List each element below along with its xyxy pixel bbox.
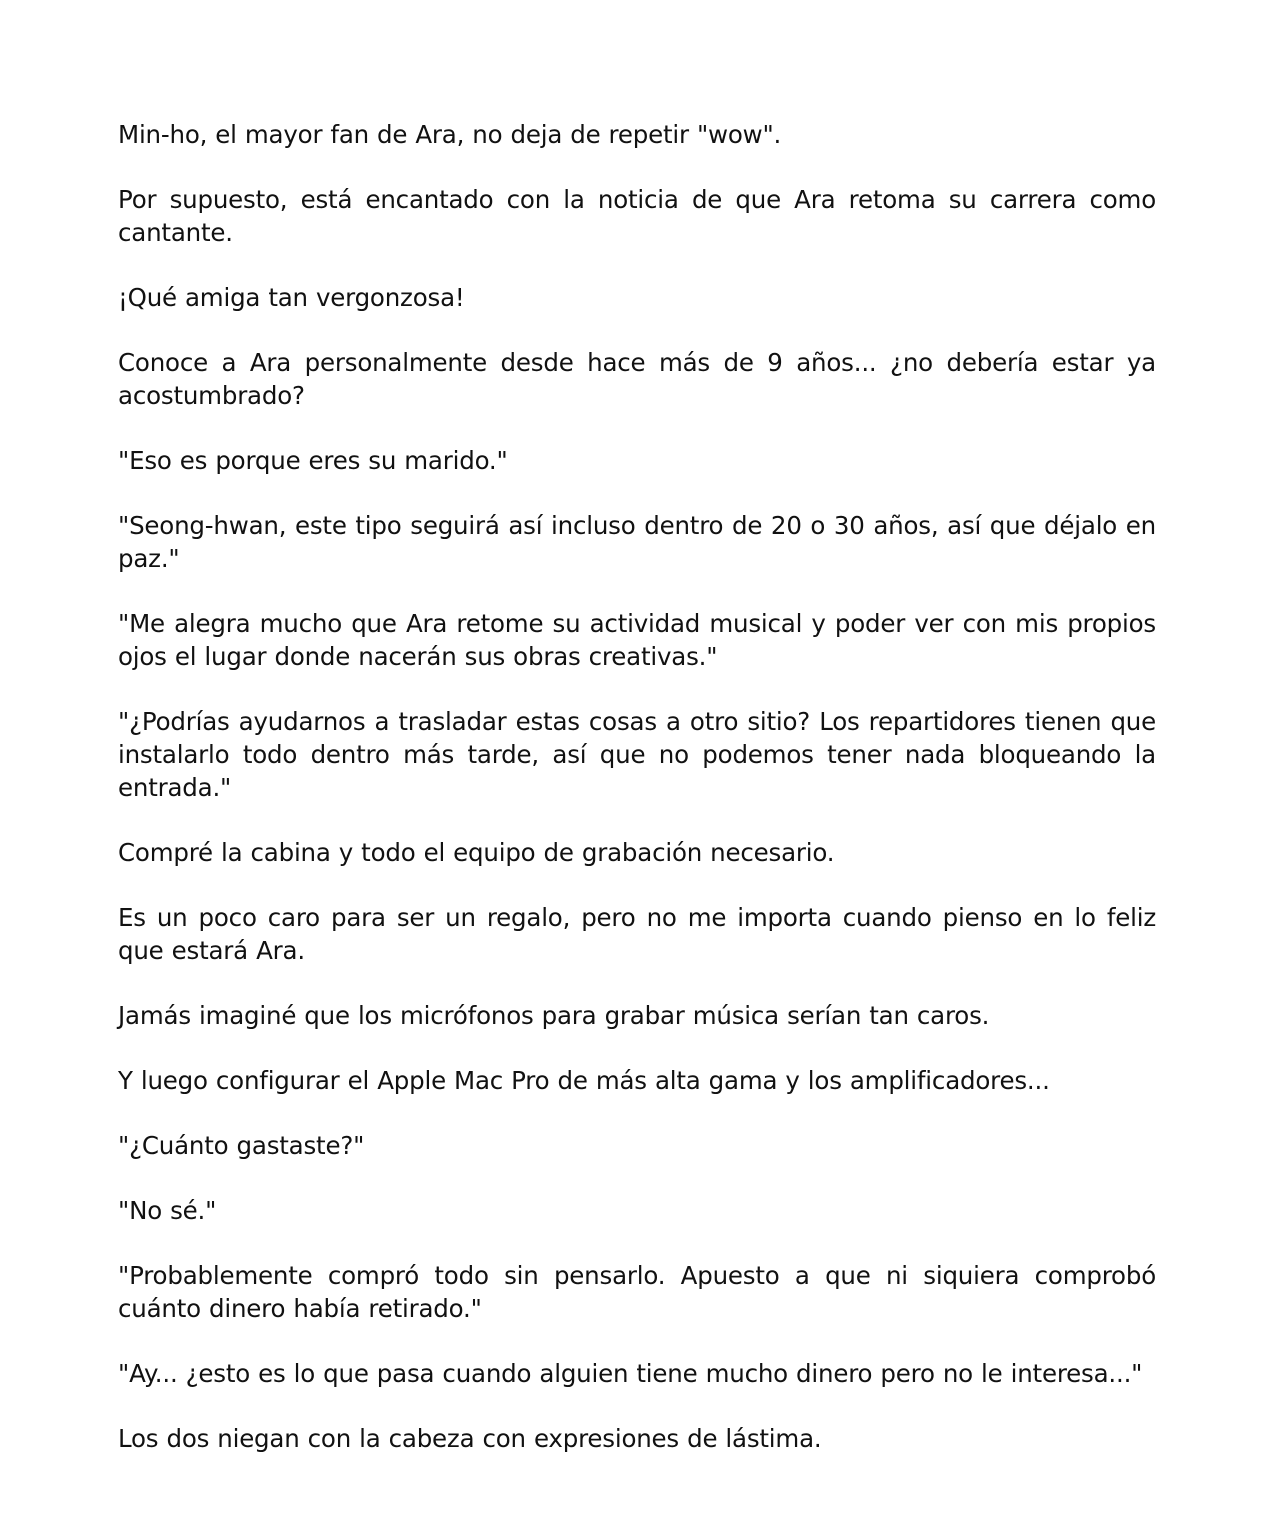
paragraph-3: ¡Qué amiga tan vergonzosa! <box>118 283 465 312</box>
paragraph-1: Min-ho, el mayor fan de Ara, no deja de repetir "wow". <box>118 120 782 149</box>
paragraph-4: Conoce a Ara personalmente desde hace más de 9 años... ¿no debería estar ya acostumbrado? <box>118 348 1156 410</box>
paragraph-8: "¿Podrías ayudarnos a trasladar estas cosas a otro sitio? Los repartidores tienen que instalarlo todo dentro más tarde, así que no podemos tener nada bloqueando la entrada." <box>118 707 1156 802</box>
paragraph-12: Y luego configurar el Apple Mac Pro de más alta gama y los amplificadores... <box>118 1066 1050 1095</box>
paragraph-10: Es un poco caro para ser un regalo, pero no me importa cuando pienso en lo feliz que estará Ara. <box>118 903 1156 965</box>
document-body <box>118 118 1156 1487</box>
paragraph-11: Jamás imaginé que los micrófonos para grabar música serían tan caros. <box>118 1001 990 1030</box>
paragraph-7: "Me alegra mucho que Ara retome su actividad musical y poder ver con mis propios ojos el lugar donde nacerán sus obras creativas." <box>118 609 1156 671</box>
paragraph-17: Los dos niegan con la cabeza con expresiones de lástima. <box>118 1424 822 1453</box>
paragraph-16: "Ay... ¿esto es lo que pasa cuando alguien tiene mucho dinero pero no le interesa..." <box>118 1359 1143 1388</box>
paragraph-6: "Seong-hwan, este tipo seguirá así incluso dentro de 20 o 30 años, así que déjalo en paz." <box>118 511 1156 573</box>
paragraph-13: "¿Cuánto gastaste?" <box>118 1131 365 1160</box>
paragraph-2: Por supuesto, está encantado con la noticia de que Ara retoma su carrera como cantante. <box>118 185 1156 247</box>
paragraph-15: "Probablemente compró todo sin pensarlo. Apuesto a que ni siquiera comprobó cuánto dinero había retirado." <box>118 1261 1156 1323</box>
paragraph-14: "No sé." <box>118 1196 217 1225</box>
paragraph-9: Compré la cabina y todo el equipo de grabación necesario. <box>118 838 835 867</box>
paragraph-5: "Eso es porque eres su marido." <box>118 446 508 475</box>
